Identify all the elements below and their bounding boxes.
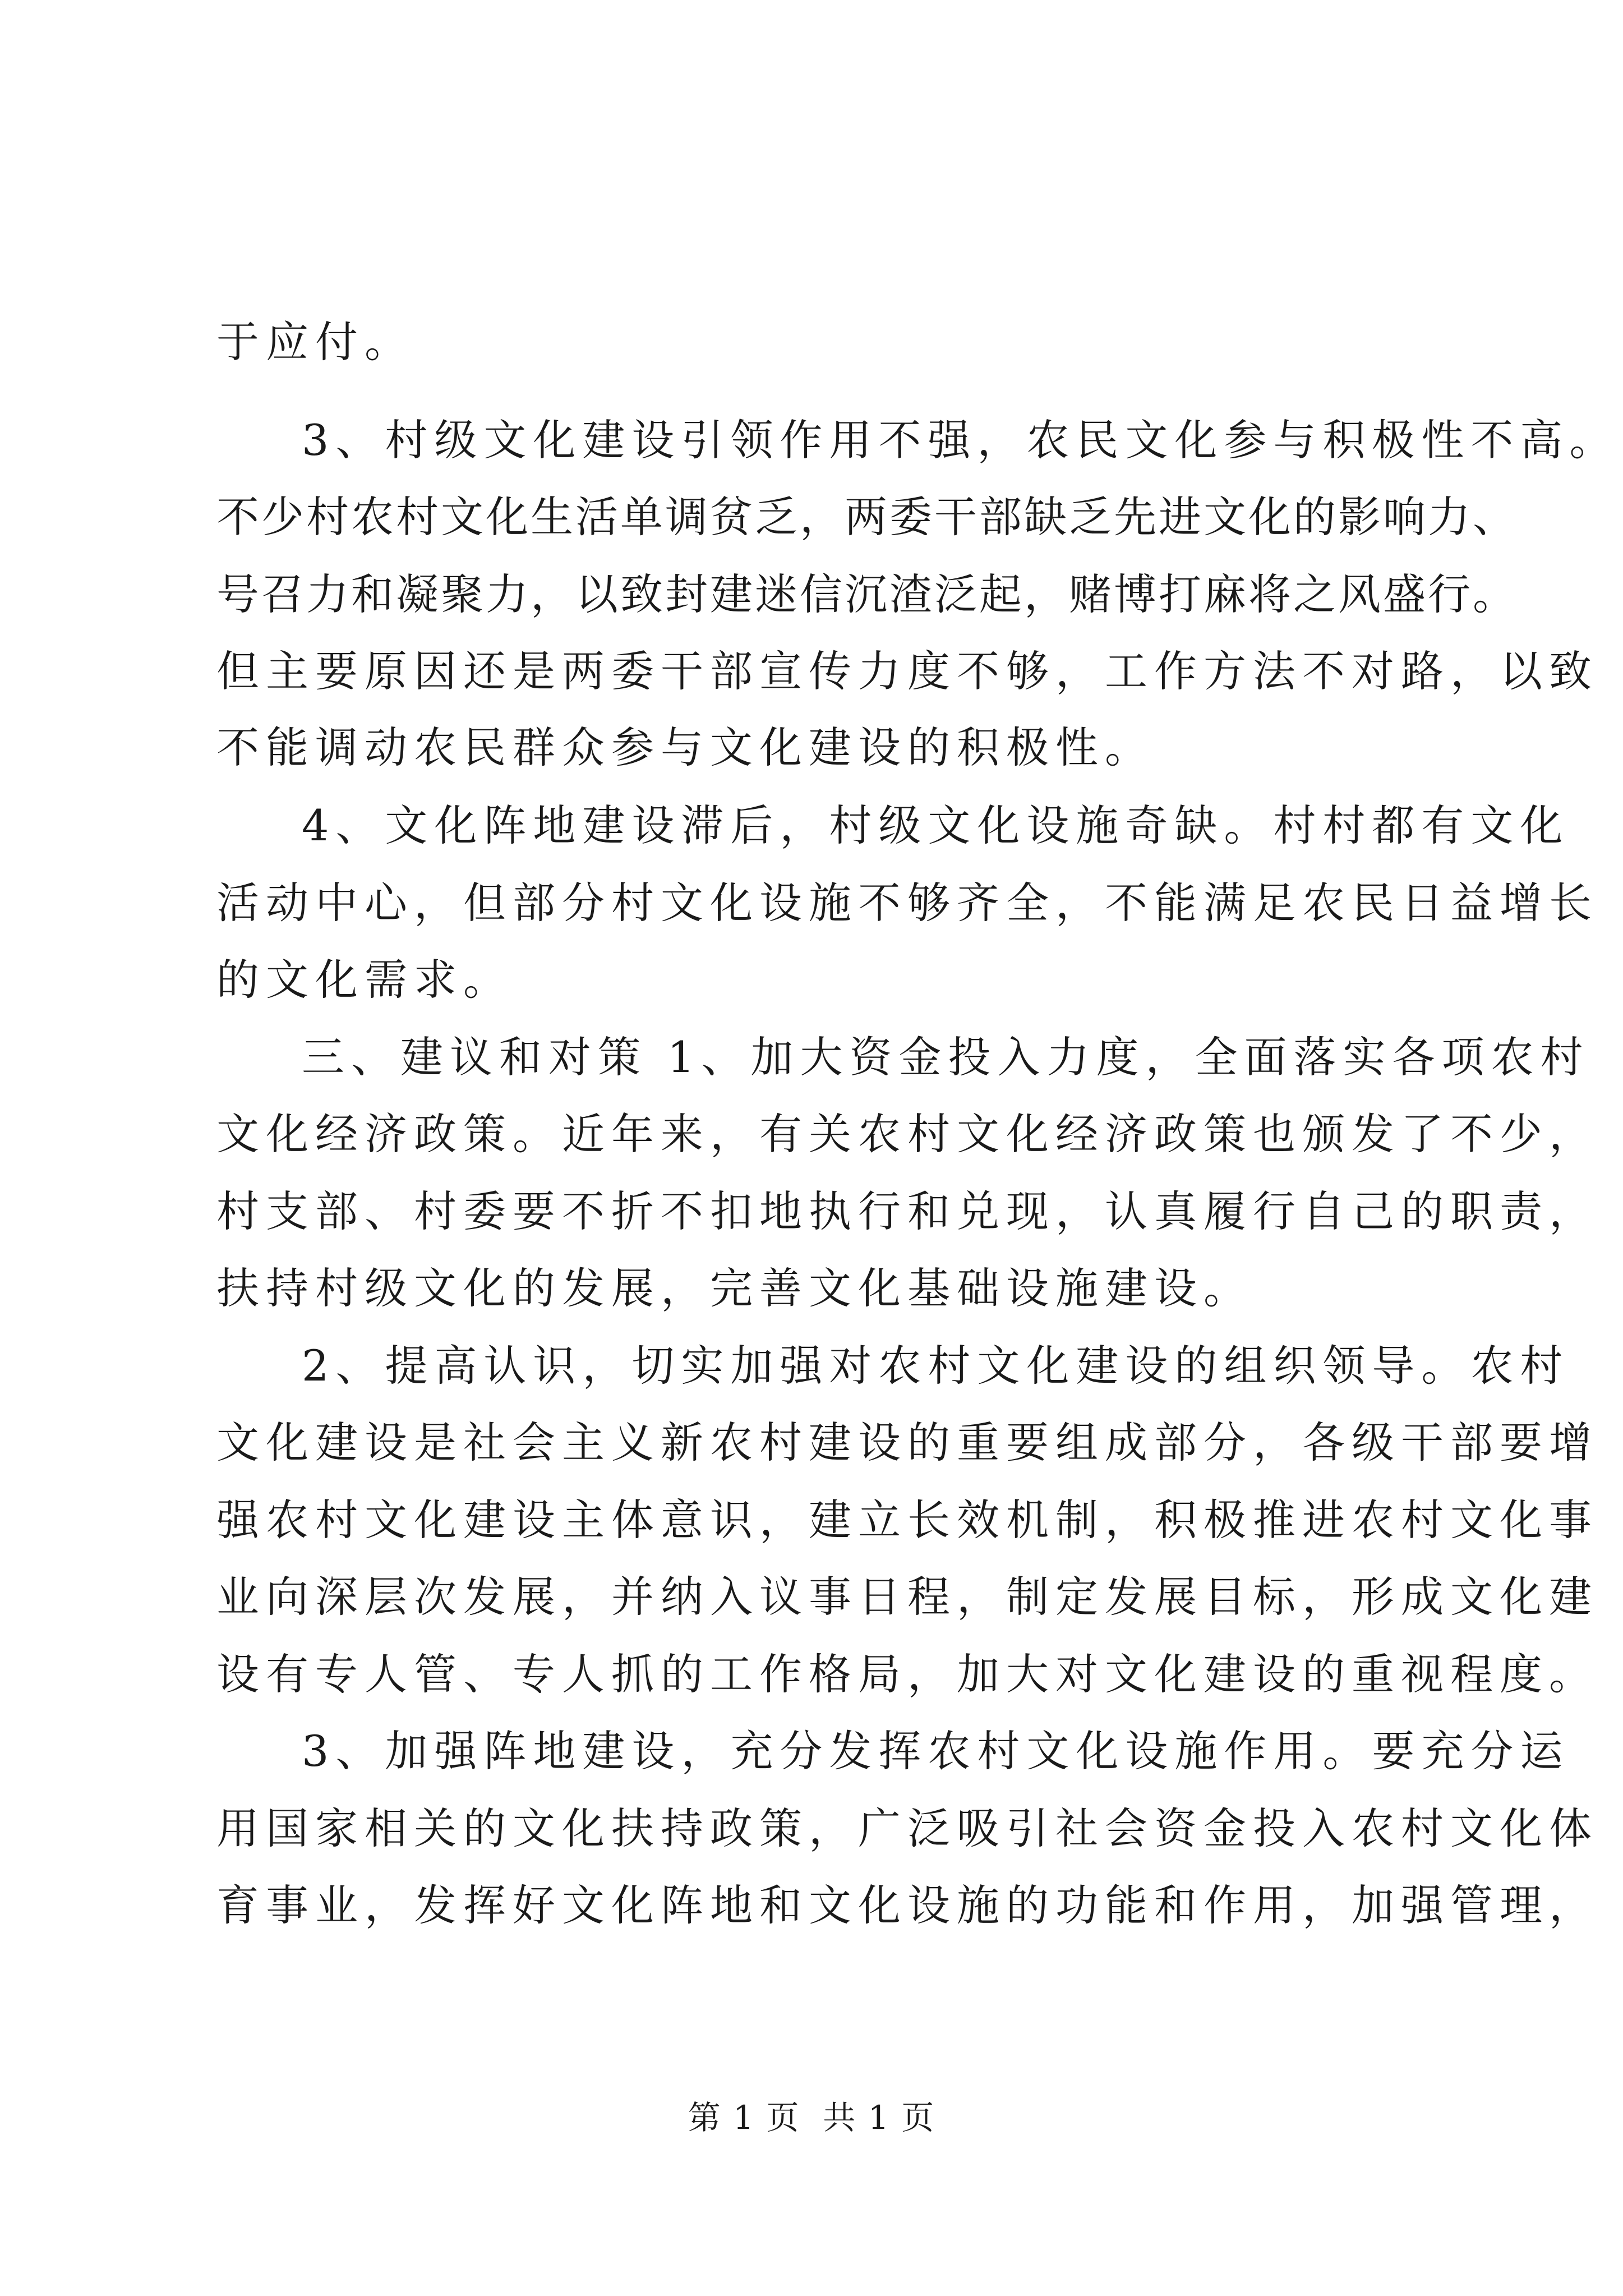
text-line: 设有专人管、专人抓的工作格局，加大对文化建设的重视程度。	[216, 1649, 1598, 1699]
paragraph-start-line: 三、建议和对策 1、加大资金投入力度，全面落实各项农村	[302, 1032, 1590, 1082]
paragraph-start-line: 4、文化阵地建设滞后，村级文化设施奇缺。村村都有文化	[302, 800, 1570, 850]
text-line: 扶持村级文化的发展，完善文化基础设施建设。	[216, 1263, 1253, 1313]
page-number-footer: 第 1 页 共 1 页	[688, 2099, 935, 2137]
text-line: 强农村文化建设主体意识，建立长效机制，积极推进农村文化事	[216, 1495, 1598, 1545]
paragraph-start-line: 2、提高认识，切实加强对农村文化建设的组织领导。农村	[302, 1341, 1570, 1391]
text-line: 但主要原因还是两委干部宣传力度不够，工作方法不对路，以致	[216, 646, 1598, 696]
text-line: 村支部、村委要不折不扣地执行和兑现，认真履行自己的职责，	[216, 1186, 1598, 1236]
text-line: 的文化需求。	[216, 955, 513, 1005]
paragraph-start-line: 3、加强阵地建设，充分发挥农村文化设施作用。要充分运	[302, 1726, 1570, 1776]
text-line: 活动中心，但部分村文化设施不够齐全，不能满足农民日益增长	[216, 878, 1598, 928]
text-line: 于应付。	[216, 317, 414, 367]
text-line: 不少村农村文化生活单调贫乏，两委干部缺乏先进文化的影响力、	[216, 492, 1518, 542]
text-line: 不能调动农民群众参与文化建设的积极性。	[216, 723, 1154, 772]
text-line: 文化经济政策。近年来，有关农村文化经济政策也颁发了不少，	[216, 1109, 1598, 1159]
text-line: 育事业，发挥好文化阵地和文化设施的功能和作用，加强管理，	[216, 1880, 1598, 1930]
text-line: 业向深层次发展，并纳入议事日程，制定发展目标，形成文化建	[216, 1572, 1598, 1622]
paragraph-start-line: 3、村级文化建设引领作用不强，农民文化参与积极性不高。	[302, 415, 1619, 465]
text-line: 文化建设是社会主义新农村建设的重要组成部分，各级干部要增	[216, 1418, 1598, 1467]
text-line: 号召力和凝聚力，以致封建迷信沉渣泛起，赌博打麻将之风盛行。	[216, 569, 1518, 619]
text-line: 用国家相关的文化扶持政策，广泛吸引社会资金投入农村文化体	[216, 1803, 1598, 1853]
